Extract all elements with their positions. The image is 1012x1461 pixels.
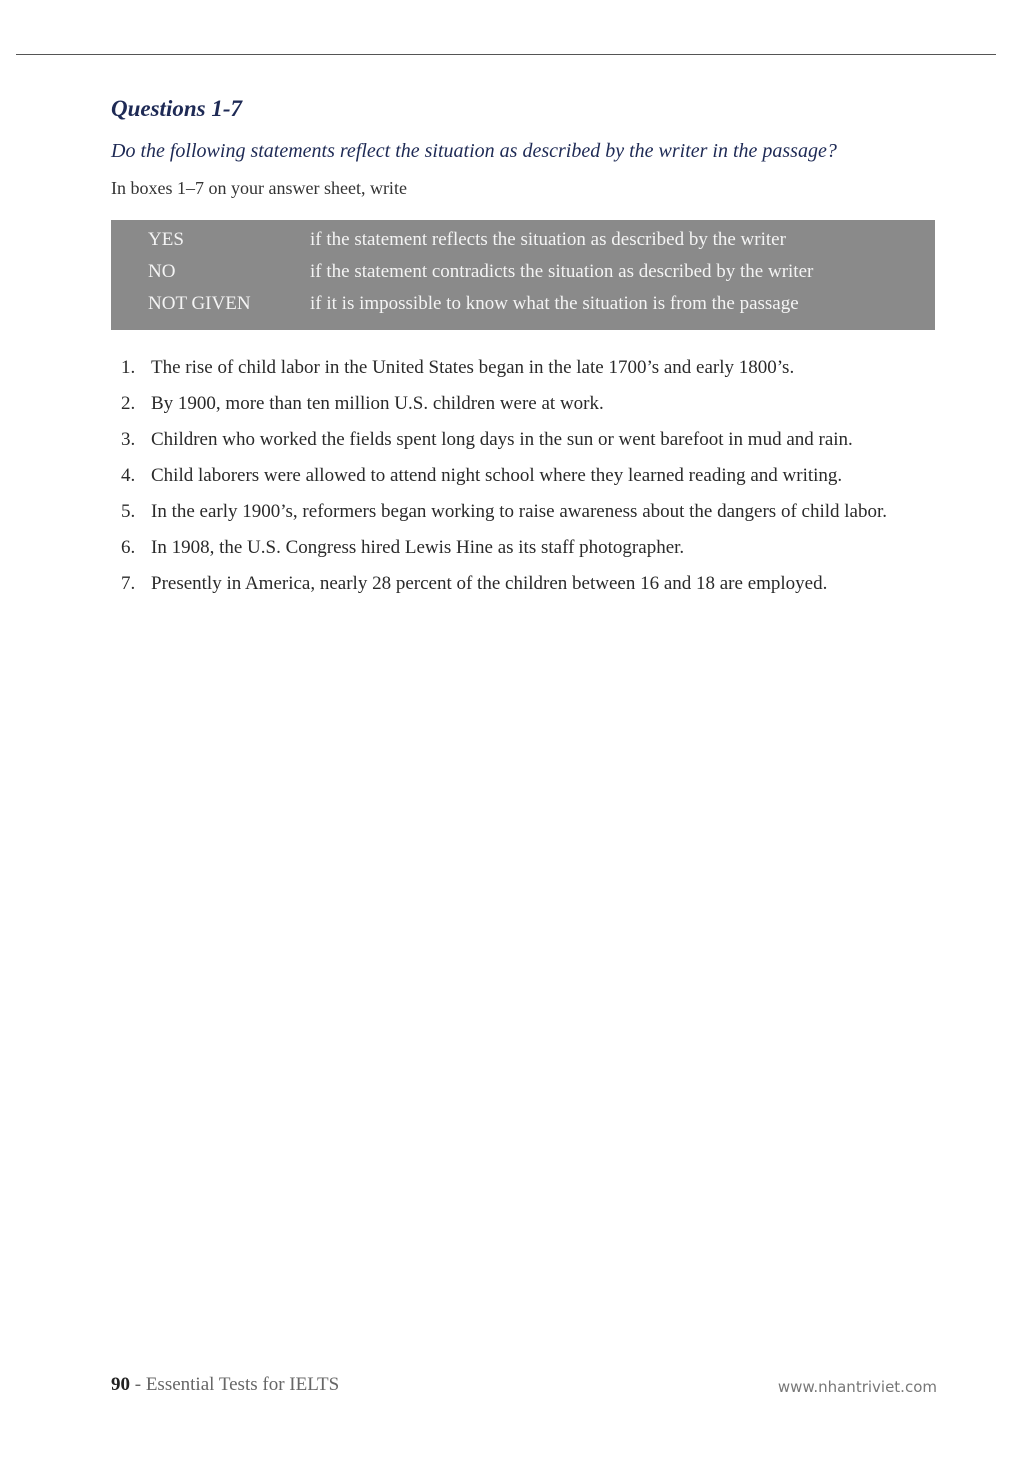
question-text: In the early 1900’s, reformers began working to raise awareness about the dangers of child labor. [151,501,888,522]
question-item [121,352,941,384]
question-number: 7. [121,573,136,594]
question-number: 1. [121,357,136,378]
answer-key-row [111,293,935,325]
question-item [121,460,941,492]
answer-key-box [111,220,935,330]
question-text: The rise of child labor in the United States began in the late 1700’s and early 1800’s. [151,357,795,378]
answer-key-label: NO [148,261,176,282]
question-item [121,568,941,600]
footer-separator: - [130,1374,146,1395]
answer-key-row [111,261,935,293]
question-number: 4. [121,465,136,486]
question-item [121,496,941,528]
section-instruction: In boxes 1–7 on your answer sheet, write [111,178,407,198]
answer-key-description: if the statement reflects the situation as described by the writer [310,229,786,250]
question-item [121,424,941,456]
page-footer [111,1374,339,1396]
top-rule [16,54,996,55]
page-number: 90 [111,1374,130,1395]
website-link[interactable]: www.nhantriviet.com [777,1378,937,1396]
question-text: In 1908, the U.S. Congress hired Lewis Hine as its staff photographer. [151,537,685,558]
question-item [121,532,941,564]
question-number: 2. [121,393,136,414]
question-number: 6. [121,537,136,558]
answer-key-description: if the statement contradicts the situation as described by the writer [310,261,814,282]
question-item [121,388,941,420]
answer-key-label: YES [148,229,184,250]
question-text: Presently in America, nearly 28 percent of the children between 16 and 18 are employed. [151,573,828,594]
question-text: Child laborers were allowed to attend night school where they learned reading and writing. [151,465,843,486]
answer-key-description: if it is impossible to know what the situation is from the passage [310,293,799,314]
question-number: 3. [121,429,136,450]
question-text: By 1900, more than ten million U.S. children were at work. [151,393,604,414]
answer-key-row [111,229,935,261]
question-text: Children who worked the fields spent long days in the sun or went barefoot in mud and rain. [151,429,853,450]
question-number: 5. [121,501,136,522]
answer-key-label: NOT GIVEN [148,293,251,314]
section-title: Questions 1-7 [111,96,242,121]
section-prompt: Do the following statements reflect the situation as described by the writer in the passage? [111,140,837,162]
question-list [121,352,941,604]
book-title: Essential Tests for IELTS [145,1374,340,1395]
